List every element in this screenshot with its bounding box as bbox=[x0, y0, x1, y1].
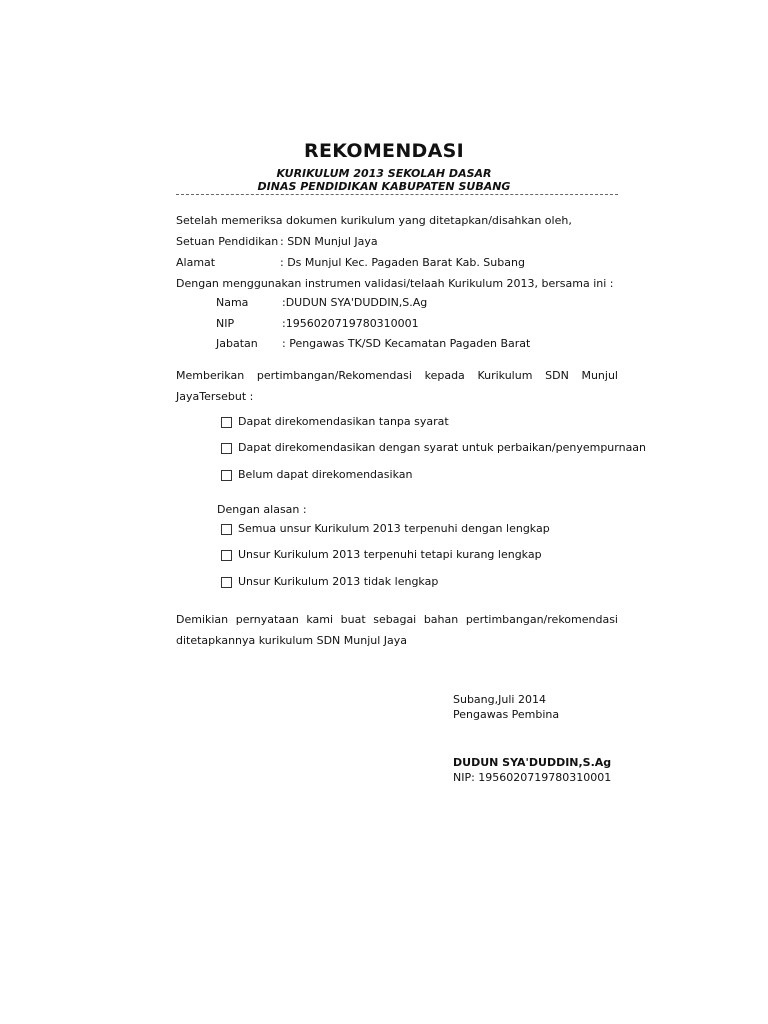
address-label: Alamat bbox=[176, 256, 216, 269]
document-title: REKOMENDASI bbox=[304, 140, 464, 162]
reason-label: Unsur Kurikulum 2013 terpenuhi tetapi kurang lengkap bbox=[238, 548, 542, 561]
instrument-text: Dengan menggunakan instrumen validasi/telaah Kurikulum 2013, bersama ini : bbox=[176, 277, 614, 290]
reviewer-position-label: Jabatan bbox=[216, 337, 258, 350]
option-label: Belum dapat direkomendasikan bbox=[238, 468, 413, 481]
document-subtitle-agency: DINAS PENDIDIKAN KABUPATEN SUBANG bbox=[257, 180, 511, 193]
signature-name: DUDUN SYA'DUDDIN,S.Ag bbox=[453, 756, 612, 769]
option-label: Dapat direkomendasikan tanpa syarat bbox=[238, 415, 449, 428]
reviewer-position-value: : Pengawas TK/SD Kecamatan Pagaden Barat bbox=[282, 337, 531, 350]
reason-checkbox[interactable] bbox=[221, 524, 232, 535]
reason-checkbox[interactable] bbox=[221, 577, 232, 588]
school-value: : SDN Munjul Jaya bbox=[280, 235, 378, 248]
closing-text-continued: ditetapkannya kurikulum SDN Munjul Jaya bbox=[176, 634, 408, 647]
recommendation-text-continued: JayaTersebut : bbox=[176, 390, 254, 403]
reasons-label: Dengan alasan : bbox=[217, 503, 307, 516]
recommendation-text: Memberikan pertimbangan/Rekomendasi kepada Kurikulum SDN Munjul bbox=[176, 369, 618, 382]
address-value: : Ds Munjul Kec. Pagaden Barat Kab. Subang bbox=[280, 256, 525, 269]
dashed-divider bbox=[176, 194, 618, 195]
intro-text: Setelah memeriksa dokumen kurikulum yang ditetapkan/disahkan oleh, bbox=[176, 214, 572, 227]
document-subtitle-curriculum: KURIKULUM 2013 SEKOLAH DASAR bbox=[276, 167, 492, 180]
option-checkbox[interactable] bbox=[221, 443, 232, 454]
reason-label: Unsur Kurikulum 2013 tidak lengkap bbox=[238, 575, 439, 588]
reviewer-nip-value: :195602071978031000‌1 bbox=[282, 317, 419, 330]
reason-label: Semua unsur Kurikulum 2013 terpenuhi dengan lengkap bbox=[238, 522, 550, 535]
school-label: Setuan Pendidikan bbox=[176, 235, 279, 248]
reviewer-name-value: :DUDUN SYA'DUDDIN,S.Ag bbox=[282, 296, 428, 309]
signature-place-date: Subang,Juli 2014 bbox=[453, 693, 546, 706]
reviewer-name-label: Nama bbox=[216, 296, 249, 309]
option-checkbox[interactable] bbox=[221, 417, 232, 428]
signature-role: Pengawas Pembina bbox=[453, 708, 560, 721]
option-checkbox[interactable] bbox=[221, 470, 232, 481]
signature-nip: NIP: 195602071978031000‌1 bbox=[453, 771, 612, 784]
reason-checkbox[interactable] bbox=[221, 550, 232, 561]
option-label: Dapat direkomendasikan dengan syarat untuk perbaikan/penyempurnaan bbox=[238, 441, 647, 454]
reviewer-nip-label: NIP bbox=[216, 317, 235, 330]
closing-text: Demikian pernyataan kami buat sebagai bahan pertimbangan/rekomendasi bbox=[176, 613, 618, 626]
